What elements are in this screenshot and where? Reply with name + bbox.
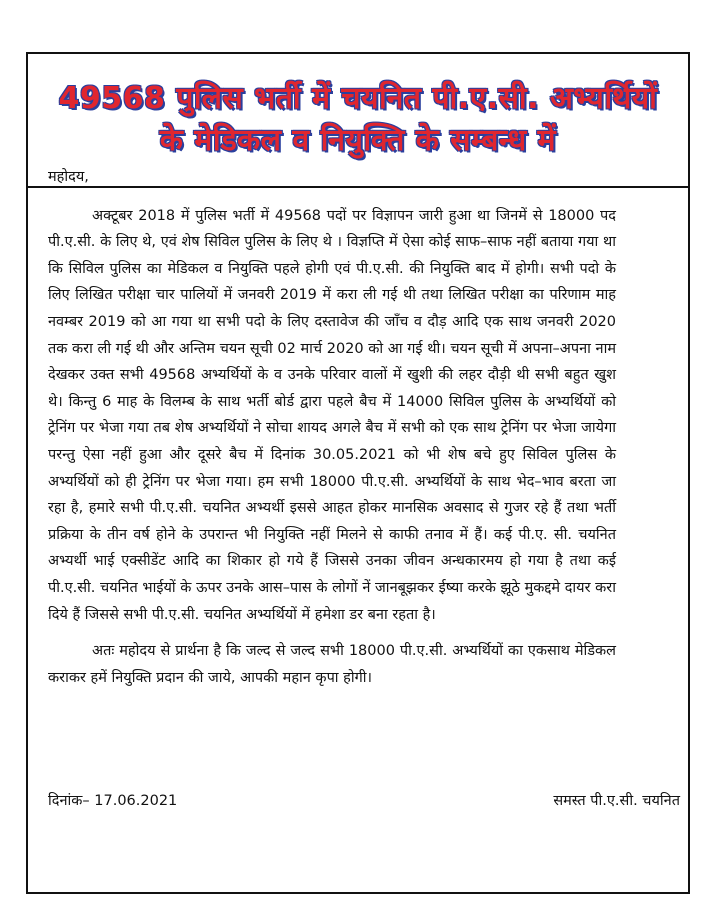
title-line-2: के मेडिकल व नियुक्ति के सम्बन्ध में xyxy=(159,123,557,158)
title-line-1: 49568 पुलिस भर्ती में चयनित पी.ए.सी. अभ्यर्थियों xyxy=(58,81,658,116)
signature: समस्त पी.ए.सी. चयनित xyxy=(553,793,680,809)
paragraph-1: अक्टूबर 2018 में पुलिस भर्ती में 49568 पदों पर विज्ञापन जारी हुआ था जिनमें से 18000 पद पी.ए.सी. के लिए थे, एवं शेष सिविल पुलिस के लिए थे । विज्ञप्ति में ऐसा कोई साफ–साफ नहीं बताया गया था कि सिविल पुलिस का मेडिकल व नियुक्ति पहले होगी एवं पी.ए.सी. की नियुक्ति बाद में होगी। सभी पदो के लिए लिखित परीक्षा चार पालियों में जनवरी 2019 में करा ली गई थी तथा लिखित परीक्षा का परिणाम माह नवम्बर 2019 को आ गया था सभी पदो के लिए दस्तावेज की जाँच व दौड़ आदि एक साथ जनवरी 2020 तक करा ली गई थी और अन्तिम चयन सूची 02 मार्च 2020 को आ गई थी। चयन सूची में अपना–अपना नाम देखकर उक्त सभी 49568 अभ्यर्थियों के व उनके परिवार वालों में खुशी की लहर दौड़ी थी सभी बहुत खुश थे। किन्तु 6 माह के विलम्ब के साथ भर्ती बोर्ड द्वारा पहले बैच में 14000 सिविल पुलिस के अभ्यर्थियों को ट्रेनिंग पर भेजा गया तब शेष अभ्यर्थियों ने सोचा शायद अगले बैच में सभी को एक साथ ट्रेनिंग पर भेजा जायेगा परन्तु ऐसा नहीं हुआ और दूसरे बैच में दिनांक 30.05.2021 को भी शेष बचे हुए सिविल पुलिस के अभ्यर्थियों को ही ट्रेनिंग पर भेजा गया। हम सभी 18000 पी.ए.सी. अभ्यर्थियों के साथ भेद–भाव बरता जा रहा है, हमारे सभी पी.ए.सी. चयनित अभ्यर्थी इससे आहत होकर मानसिक अवसाद से गुजर रहे हैं तथा भर्ती प्रक्रिया के तीन वर्ष होने के उपरान्त भी नियुक्ति नहीं मिलने से काफी तनाव में हैं। कई पी.ए. सी. चयनित अभ्यर्थी भाई एक्सीडेंट आदि का शिकार हो गये हैं जिससे उनका जीवन अन्धकारमय हो गया है तथा कई पी.ए.सी. चयनित भाईयों के ऊपर उनके आस–पास के लोगों नें जानबूझकर ईष्या करके झूठे मुकद्दमे दायर करा दिये हैं जिससे सभी पी.ए.सी. चयनित अभ्यर्थियों में हमेशा डर बना रहता है। xyxy=(48,207,616,623)
letter-footer xyxy=(48,790,680,810)
salutation: महोदय, xyxy=(48,169,89,185)
letter-body xyxy=(48,164,616,691)
date-line: दिनांक– 17.06.2021 xyxy=(48,793,178,809)
paragraph-2: अतः महोदय से प्रार्थना है कि जल्द से जल्द सभी 18000 पी.ए.सी. अभ्यर्थियों का एकसाथ मेडिकल कराकर हमें नियुक्ति प्रदान की जाये, आपकी महान कृपा होगी। xyxy=(48,643,616,686)
